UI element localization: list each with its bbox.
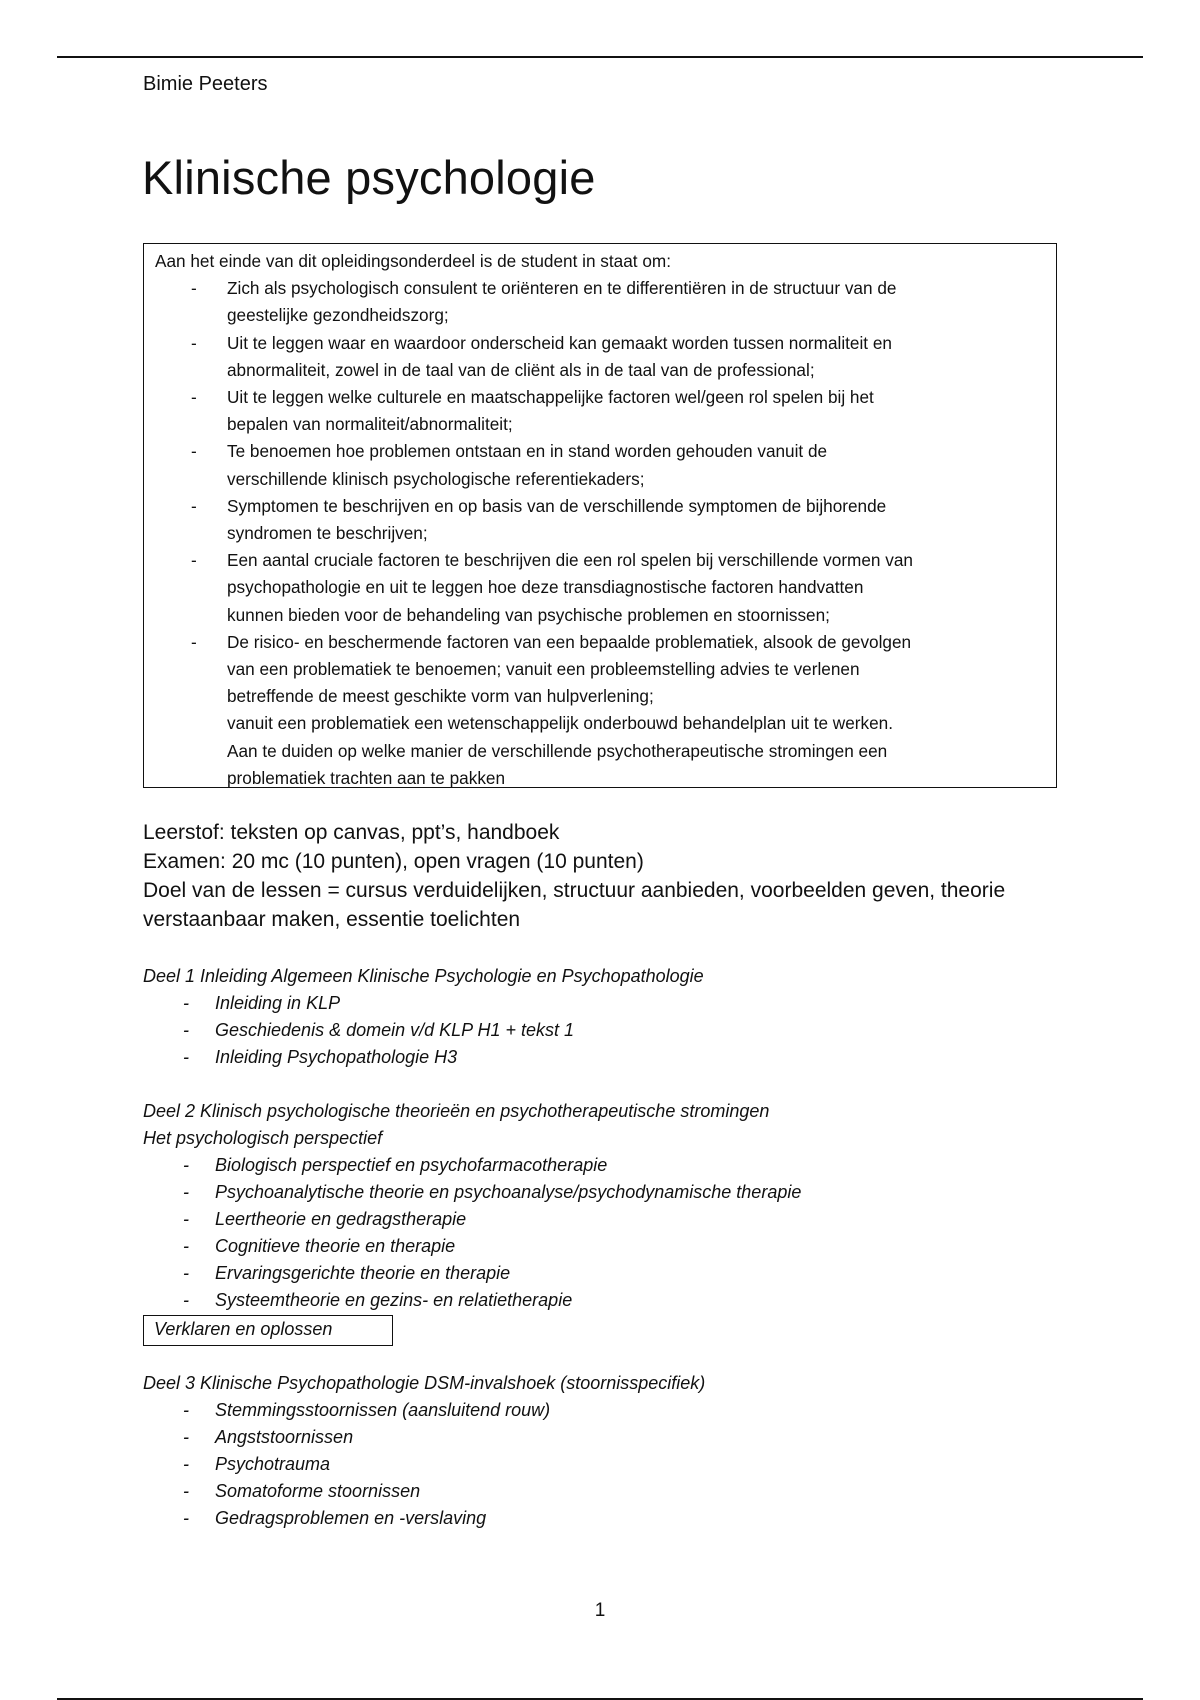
objective-item	[155, 384, 1046, 438]
deel1-heading: Deel 1 Inleiding Algemeen Klinische Psychologie en Psychopathologie	[143, 966, 704, 986]
deel1-section	[143, 963, 704, 1071]
page-title: Klinische psychologie	[142, 151, 596, 204]
objective-line: - Te benoemen hoe problemen ontstaan en in stand worden gehouden vanuit de	[227, 441, 828, 462]
objective-line: problematiek trachten aan te pakken	[227, 767, 506, 788]
objective-line: vanuit een problematiek een wetenschappelijk onderbouwd behandelplan uit te werken.	[227, 713, 893, 734]
deel3-heading: Deel 3 Klinische Psychopathologie DSM-invalshoek (stoornisspecifiek)	[143, 1373, 706, 1393]
objective-line: - Symptomen te beschrijven en op basis van de verschillende symptomen de bijhorende	[227, 495, 887, 516]
objective-line: - Uit te leggen welke culturele en maatschappelijke factoren wel/geen rol spelen bij het	[227, 387, 874, 408]
doel-line-2: verstaanbaar maken, essentie toelichten	[143, 908, 521, 931]
objective-line: kunnen bieden voor de behandeling van psychische problemen en stoornissen;	[227, 604, 830, 625]
objective-item	[155, 330, 1046, 384]
doel-line-1: Doel van de lessen = cursus verduidelijken, structuur aanbieden, voorbeelden geven, theorie	[143, 879, 1006, 902]
objective-item	[155, 438, 1046, 492]
objectives-intro: Aan het einde van dit opleidingsonderdeel is de student in staat om:	[155, 251, 671, 271]
author-name: Bimie Peeters	[143, 73, 268, 95]
list-item: - Systeemtheorie en gezins- en relatietherapie	[143, 1287, 801, 1314]
objective-line: van een problematiek te benoemen; vanuit een probleemstelling advies te verlenen	[227, 659, 860, 680]
list-item: - Psychoanalytische theorie en psychoanalyse/psychodynamische therapie	[143, 1179, 801, 1206]
objective-line: - Een aantal cruciale factoren te beschrijven die een rol spelen bij verschillende vormen van	[227, 550, 913, 571]
page-number: 1	[594, 1600, 606, 1621]
objective-line: abnormaliteit, zowel in de taal van de cliënt als in de taal van de professional;	[227, 359, 815, 380]
objective-item	[155, 493, 1046, 547]
list-item: - Angststoornissen	[143, 1424, 705, 1451]
leerstof-line: Leerstof: teksten op canvas, ppt’s, handboek	[143, 821, 560, 844]
list-item: - Inleiding Psychopathologie H3	[143, 1044, 704, 1071]
list-item: - Psychotrauma	[143, 1451, 705, 1478]
list-item: - Stemmingsstoornissen (aansluitend rouw)	[143, 1397, 705, 1424]
list-item: - Ervaringsgerichte theorie en therapie	[143, 1260, 801, 1287]
list-item: - Biologisch perspectief en psychofarmacotherapie	[143, 1152, 801, 1179]
deel2-subheading: Het psychologisch perspectief	[143, 1128, 383, 1148]
objective-line: Aan te duiden op welke manier de verschillende psychotherapeutische stromingen een	[227, 740, 888, 761]
list-item: - Geschiedenis & domein v/d KLP H1 + tekst 1	[143, 1017, 704, 1044]
deel2-heading: Deel 2 Klinisch psychologische theorieën en psychotherapeutische stromingen	[143, 1101, 770, 1121]
objective-item	[155, 547, 1046, 629]
objective-line: geestelijke gezondheidszorg;	[227, 305, 449, 326]
deel3-list	[143, 1397, 705, 1532]
deel2-list	[143, 1152, 801, 1314]
list-item: - Inleiding in KLP	[143, 990, 704, 1017]
deel1-list	[143, 990, 704, 1071]
objectives-list	[155, 275, 1046, 792]
verklaren-oplossen-box: Verklaren en oplossen	[143, 1315, 393, 1346]
objective-line: verschillende klinisch psychologische referentiekaders;	[227, 468, 645, 489]
objective-line: - Zich als psychologisch consulent te oriënteren en te differentiëren in de structuur van de	[227, 278, 897, 299]
learning-objectives-box	[143, 243, 1057, 788]
examen-line: Examen: 20 mc (10 punten), open vragen (10 punten)	[143, 850, 644, 873]
deel3-section	[143, 1370, 705, 1532]
objective-item	[155, 629, 1046, 711]
list-item: - Cognitieve theorie en therapie	[143, 1233, 801, 1260]
objective-item	[155, 738, 1046, 792]
course-summary	[143, 818, 1103, 934]
objective-line: - De risico- en beschermende factoren van een bepaalde problematiek, alsook de gevolgen	[227, 631, 912, 652]
objective-line: bepalen van normaliteit/abnormaliteit;	[227, 414, 513, 435]
objective-item	[155, 710, 1046, 737]
objective-line: psychopathologie en uit te leggen hoe deze transdiagnostische factoren handvatten	[227, 577, 864, 598]
objective-item	[155, 275, 1046, 329]
list-item: - Somatoforme stoornissen	[143, 1478, 705, 1505]
list-item: - Gedragsproblemen en -verslaving	[143, 1505, 705, 1532]
header-rule	[57, 56, 1143, 58]
list-item: - Leertheorie en gedragstherapie	[143, 1206, 801, 1233]
objective-line: - Uit te leggen waar en waardoor onderscheid kan gemaakt worden tussen normaliteit en	[227, 332, 892, 353]
deel2-section	[143, 1098, 801, 1314]
objective-line: betreffende de meest geschikte vorm van hulpverlening;	[227, 686, 654, 707]
objective-line: syndromen te beschrijven;	[227, 523, 428, 544]
